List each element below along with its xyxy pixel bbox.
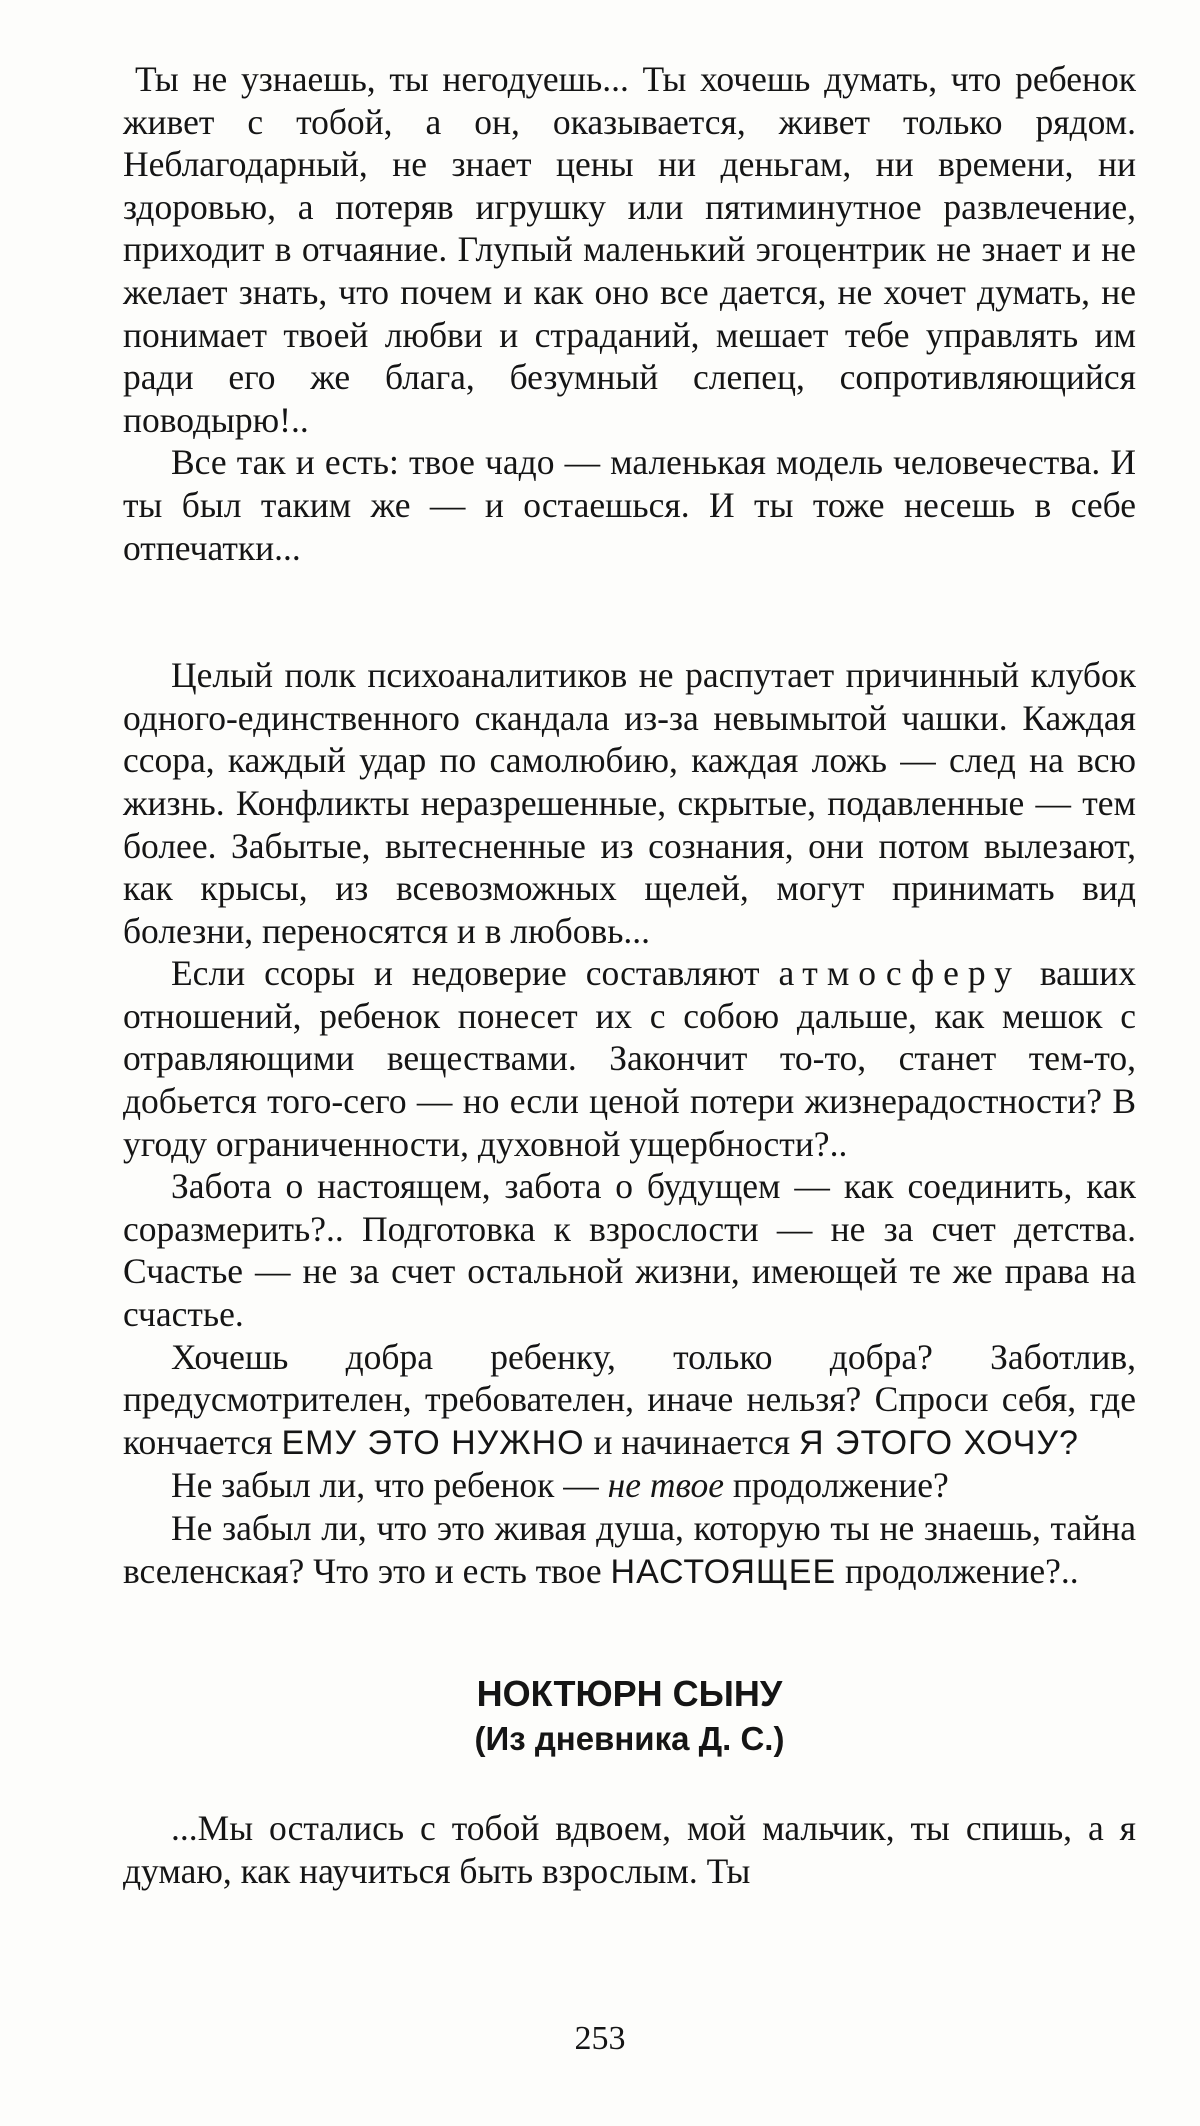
paragraph-9: ...Мы остались с тобой вдвоем, мой мальчик, ты спишь, а я думаю, как научиться быть взрослым. Ты xyxy=(123,1808,1136,1891)
paragraph-8-text-a: Не забыл ли, что это живая душа, которую ты не знаешь, тайна вселенская? Что это и есть твое xyxy=(123,1508,1136,1591)
spaced-word: атмосферу xyxy=(778,953,1021,994)
paragraph-6-text-a: Хочешь добра ребенку, только добра? Заботлив, предусмотрителен, требователен, иначе нельзя? Спроси себя, где кончается xyxy=(123,1336,1136,1462)
caps-phrase-1: ЕМУ ЭТО НУЖНО xyxy=(281,1423,585,1462)
paragraph-2: Все так и есть: твое чадо — маленькая модель человечества. И ты был таким же — и остаешься. И ты тоже несешь в себе отпечатки... xyxy=(123,442,1136,568)
paragraph-4 xyxy=(123,952,1136,1165)
italic-phrase: не твое xyxy=(607,1465,724,1506)
paragraph-7-text-b: продолжение? xyxy=(724,1465,949,1506)
section-title: НОКТЮРН СЫНУ xyxy=(476,1673,783,1715)
paragraph-3: Целый полк психоаналитиков не распутает причинный клубок одного-единственного скандала из-за невымытой чашки. Каждая ссора, каждый удар по самолюбию, каждая ложь — след на всю жизнь. Конфликты неразрешенные, скрытые, подавленные — тем более. Забытые, вытесненные из сознания, они потом вылезают, как крысы, из всевозможных щелей, могут принимать вид болезни, переносятся и в любовь... xyxy=(123,655,1136,951)
section-subtitle: (Из дневника Д. С.) xyxy=(474,1720,785,1758)
paragraph-6-text-b: и начинается xyxy=(584,1421,799,1462)
paragraph-6 xyxy=(123,1336,1136,1465)
page-number: 253 xyxy=(574,2020,626,2057)
text-column xyxy=(123,58,1136,1892)
paragraph-1: Ты не узнаешь, ты негодуешь... Ты хочешь думать, что ребенок живет с тобой, а он, оказывается, живет только рядом. Неблагодарный, не знает цены ни деньгам, ни времени, ни здоровью, а потеряв игрушку или пятиминутное развлечение, приходит в отчаяние. Глупый маленький эгоцентрик не знает и не желает знать, что почем и как оно все дается, не хочет думать, не понимает твоей любви и страданий, мешает тебе управлять им ради его же блага, безумный слепец, сопротивляющийся поводырю!.. xyxy=(123,59,1136,440)
paragraph-7-text-a: Не забыл ли, что ребенок — xyxy=(171,1465,608,1506)
paragraph-4-text-b: ваших отношений, ребенок понесет их с собою дальше, как мешок с отравляющими веществами. Закончит то-то, станет тем-то, добьется того-сего — но если ценой потери жизнерадостности? В угоду ограниченности, духовной ущербности?.. xyxy=(123,953,1136,1164)
caps-phrase-2: Я ЭТОГО ХОЧУ? xyxy=(799,1423,1079,1462)
paragraph-8 xyxy=(123,1507,1136,1593)
paragraph-4-text-a: Если ссоры и недоверие составляют xyxy=(171,953,779,994)
paragraph-8-text-b: продолжение?.. xyxy=(836,1550,1079,1591)
paragraph-7 xyxy=(123,1464,1136,1507)
paragraph-5: Забота о настоящем, забота о будущем — как соединить, как соразмерить?.. Подготовка к взрослости — не за счет детства. Счастье — не за счет остальной жизни, имеющей те же права на счастье. xyxy=(123,1166,1136,1335)
caps-word: НАСТОЯЩЕЕ xyxy=(610,1552,837,1591)
